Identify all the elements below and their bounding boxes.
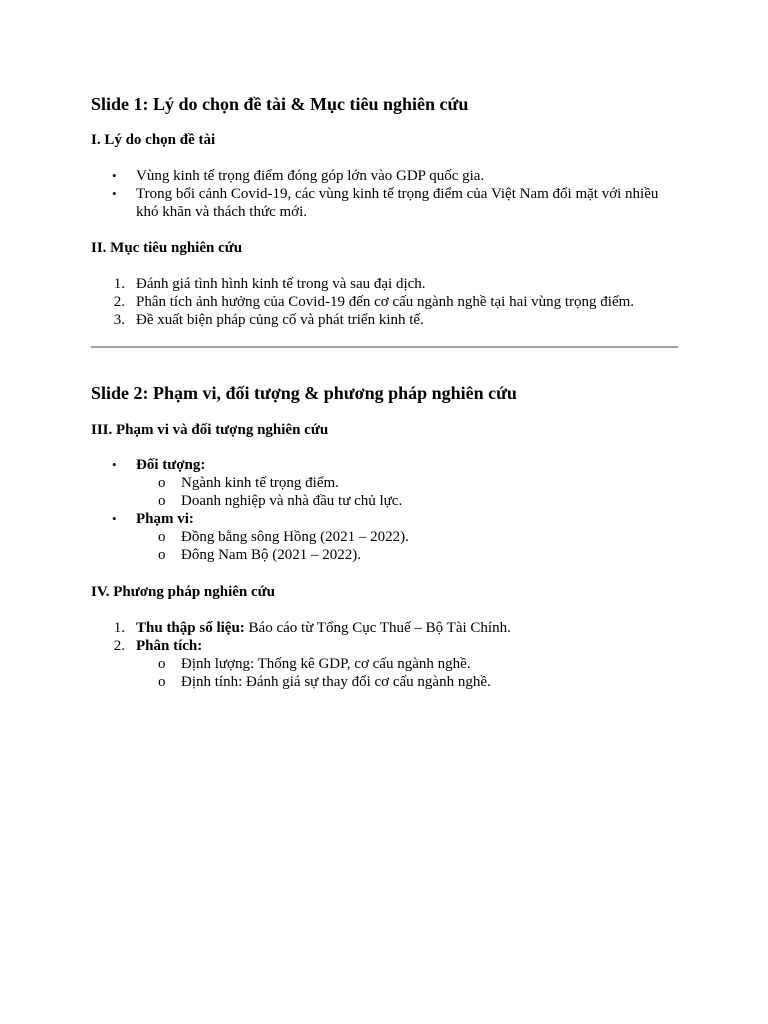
group-label: Phạm vi: — [136, 511, 194, 527]
sub-list-item — [136, 673, 681, 691]
sub-list-item — [136, 492, 681, 510]
slide-divider — [91, 346, 678, 348]
slide-2-title: Slide 2: Phạm vi, đối tượng & phương pháp nghiên cứu — [91, 383, 517, 403]
list-item — [91, 619, 681, 637]
method-label: Phân tích: — [136, 638, 203, 654]
number-marker: 2. — [113, 294, 125, 310]
section-2-title: II. Mục tiêu nghiên cứu — [91, 240, 243, 256]
sub-list-item — [136, 655, 681, 673]
list-item — [91, 637, 681, 691]
list-item — [91, 311, 681, 329]
number-marker: 2. — [113, 638, 125, 654]
sub-bullet-marker: o — [158, 674, 166, 690]
sub-bullet-marker: o — [158, 529, 166, 545]
sub-bullet-marker: o — [158, 475, 166, 491]
sub-list — [136, 528, 681, 564]
list-item-text: Đề xuất biện pháp củng cố và phát triển kinh tế. — [136, 312, 424, 328]
sub-item-text: Định tính: Đánh giá sự thay đổi cơ cấu ngành nghề. — [181, 674, 491, 690]
sub-bullet-marker: o — [158, 493, 166, 509]
list-item — [91, 293, 681, 311]
sub-bullet-marker: o — [158, 547, 166, 563]
list-item — [91, 167, 681, 185]
number-marker: 1. — [113, 620, 125, 636]
bullet-marker: • — [112, 168, 117, 183]
list-item — [91, 456, 681, 510]
bullet-marker: • — [112, 186, 117, 201]
list-item — [91, 275, 681, 293]
sub-list-item — [136, 546, 681, 564]
bullet-marker: • — [112, 457, 117, 472]
list-item — [91, 185, 681, 221]
sub-list-item — [136, 474, 681, 492]
number-marker: 1. — [113, 276, 125, 292]
sub-list — [136, 474, 681, 510]
sub-item-text: Doanh nghiệp và nhà đầu tư chủ lực. — [181, 493, 403, 509]
scope-list — [91, 456, 681, 564]
sub-item-text: Đông Nam Bộ (2021 – 2022). — [181, 547, 361, 563]
sub-item-text: Định lượng: Thống kê GDP, cơ cấu ngành nghề. — [181, 656, 471, 672]
sub-item-text: Ngành kinh tế trọng điểm. — [181, 475, 339, 491]
number-marker: 3. — [113, 312, 125, 328]
sub-list-item — [136, 528, 681, 546]
sub-item-text: Đồng bằng sông Hồng (2021 – 2022). — [181, 529, 409, 545]
reasons-list — [91, 167, 681, 221]
method-text: Báo cáo từ Tổng Cục Thuế – Bộ Tài Chính. — [244, 620, 511, 636]
list-item — [91, 510, 681, 564]
slide-1-title: Slide 1: Lý do chọn đề tài & Mục tiêu nghiên cứu — [91, 94, 469, 114]
objectives-list — [91, 275, 681, 329]
section-1-title: I. Lý do chọn đề tài — [91, 132, 216, 148]
methods-list — [91, 619, 681, 691]
bullet-marker: • — [112, 511, 117, 526]
section-4-title: IV. Phương pháp nghiên cứu — [91, 584, 276, 600]
section-3-title: III. Phạm vi và đối tượng nghiên cứu — [91, 422, 329, 438]
list-item-text: Đánh giá tình hình kinh tế trong và sau đại dịch. — [136, 276, 426, 292]
sub-list — [136, 655, 681, 691]
list-item-text: Vùng kinh tế trọng điểm đóng góp lớn vào GDP quốc gia. — [136, 168, 485, 184]
sub-bullet-marker: o — [158, 656, 166, 672]
group-label: Đối tượng: — [136, 457, 206, 473]
list-item-text: Phân tích ảnh hưởng của Covid-19 đến cơ cấu ngành nghề tại hai vùng trọng điểm. — [136, 294, 635, 310]
list-item-text: Trong bối cảnh Covid-19, các vùng kinh tế trọng điểm của Việt Nam đối mặt với nhiều khó khăn và thách thức mới. — [136, 186, 659, 220]
method-label: Thu thập số liệu: — [136, 620, 245, 636]
